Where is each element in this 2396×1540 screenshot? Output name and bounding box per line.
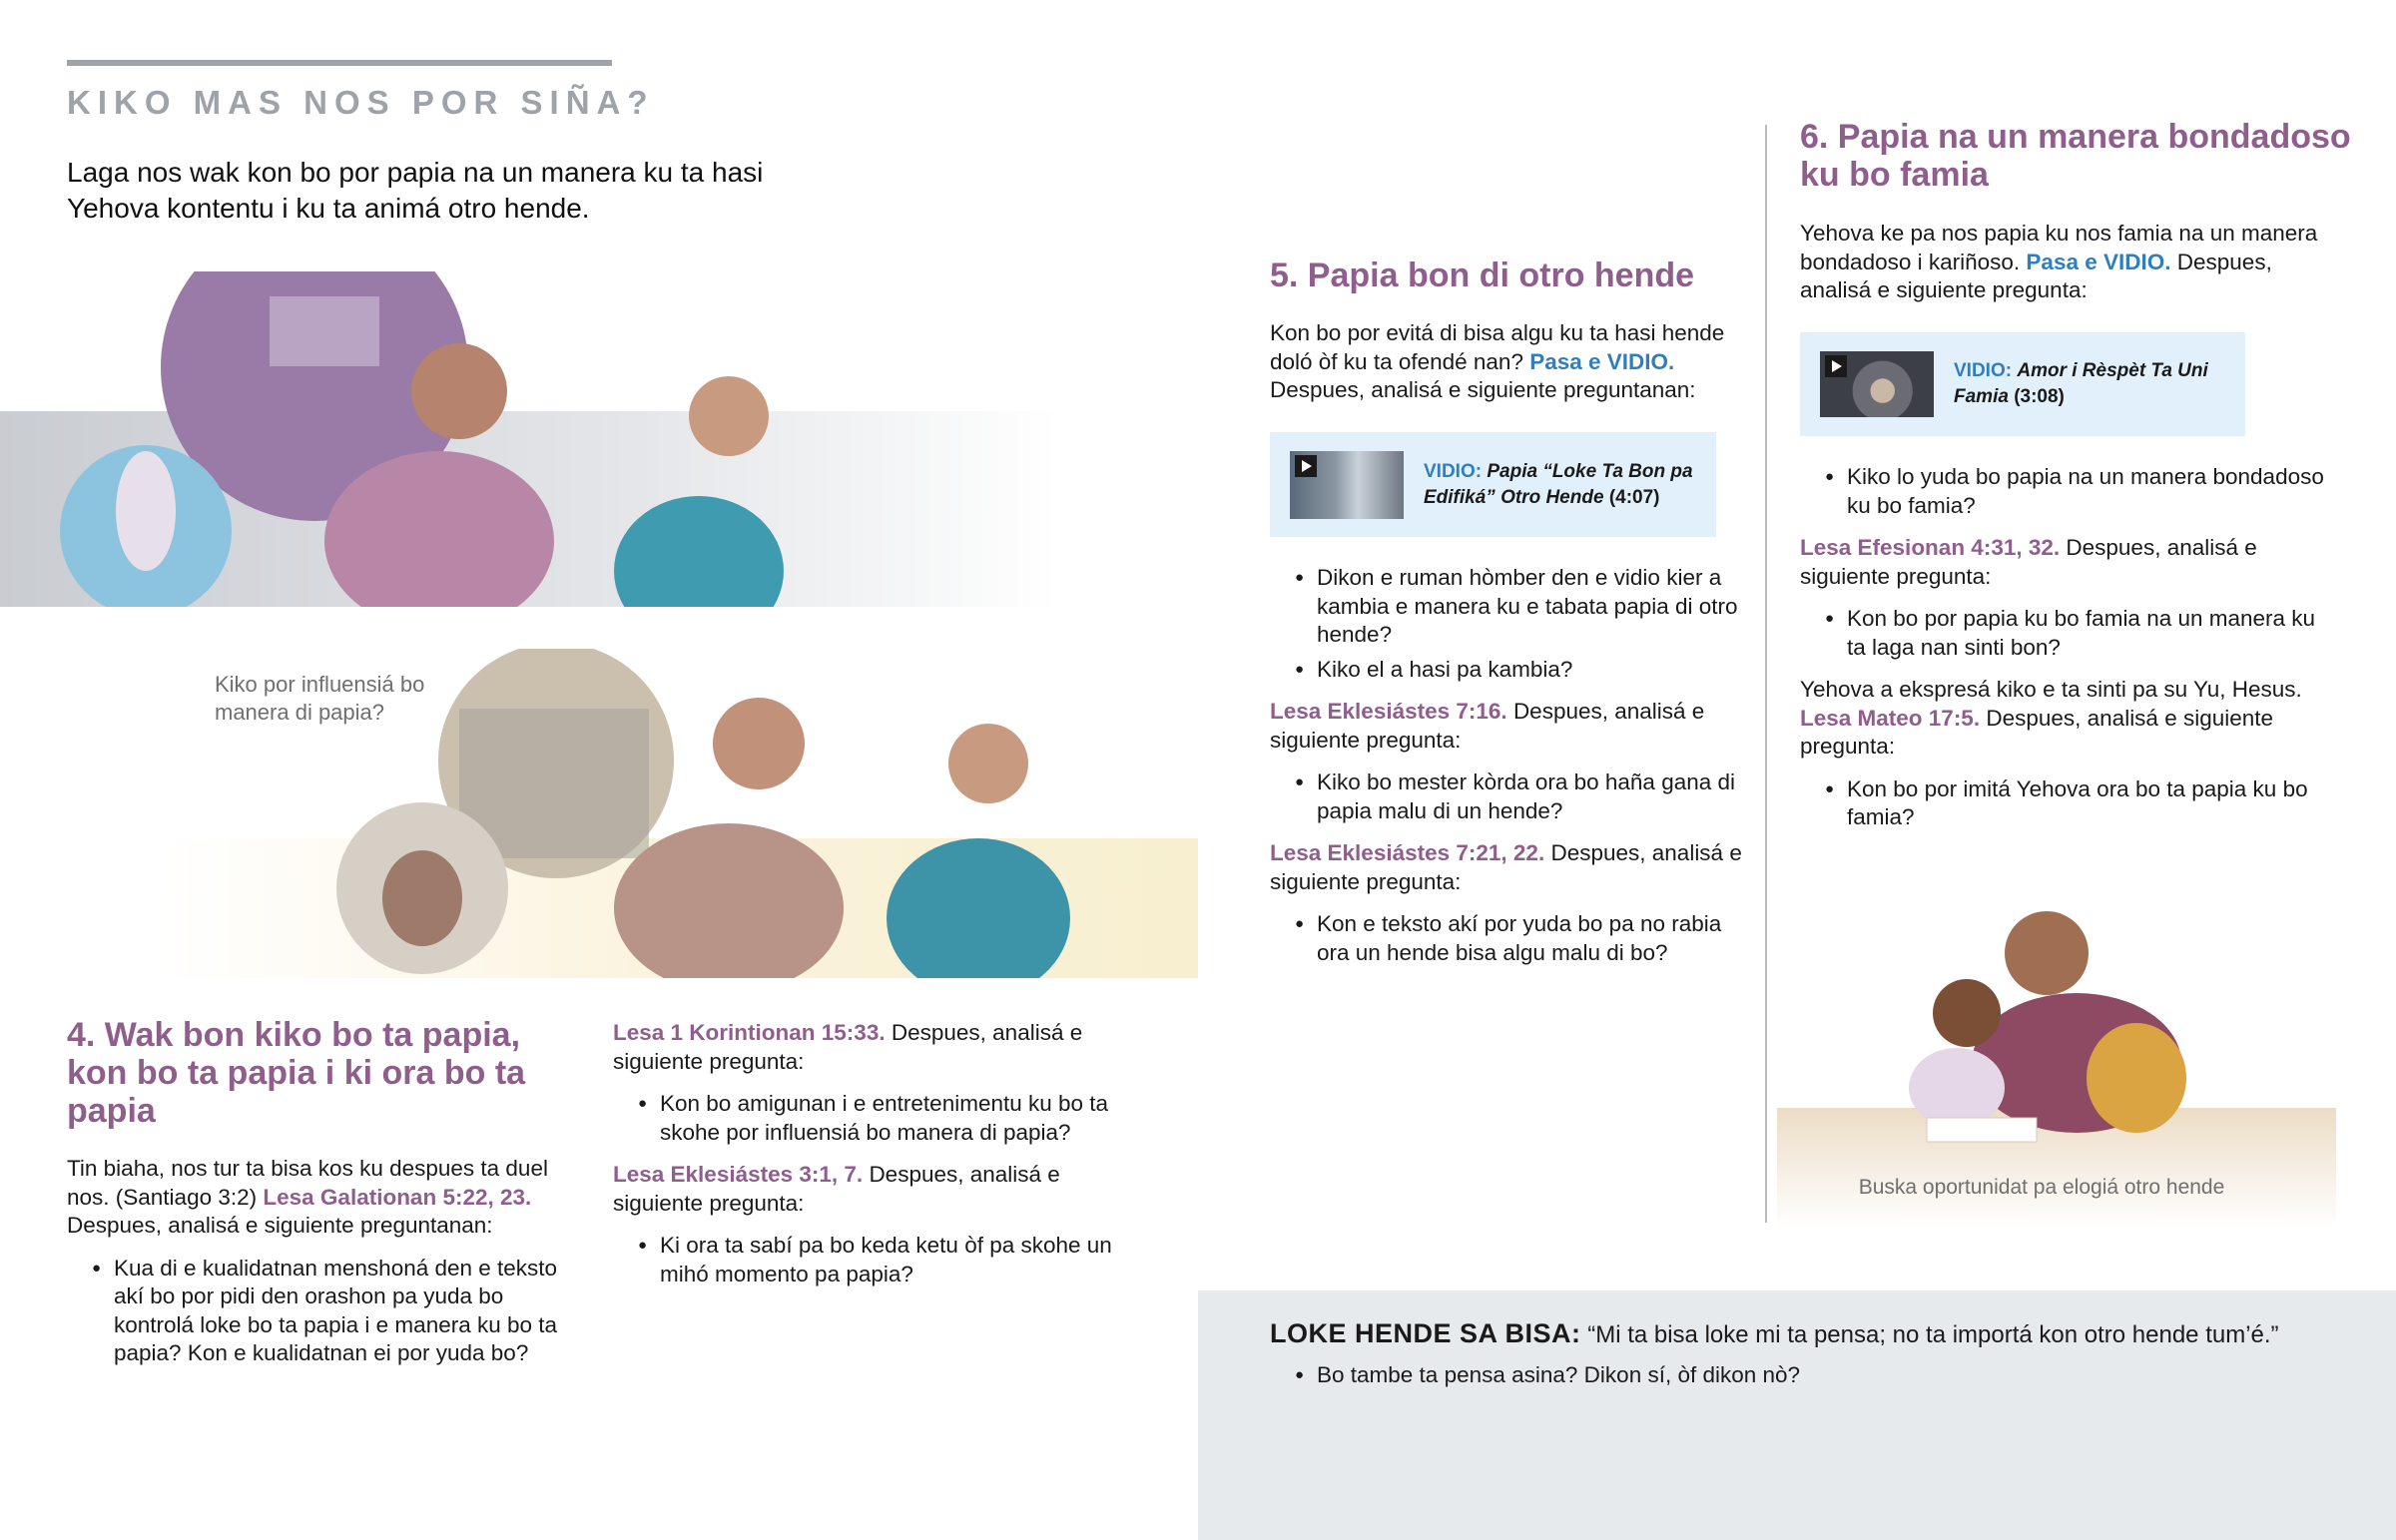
instruction-text: Despues, analisá e siguiente preguntanan: <box>1270 377 1696 402</box>
reading-instruction <box>1800 534 2339 591</box>
instruction-text: Despues, analisá e siguiente preguntanan: <box>67 1213 493 1238</box>
scripture-reference: Lesa Efesionan 4:31, 32. <box>1800 535 2061 560</box>
video-caption <box>1954 358 2245 410</box>
section-4-intro-text: Tin biaha, nos tur ta bisa kos ku despues ta duel nos. (Santiago 3:2) <box>67 1156 548 1210</box>
intro-text: Laga nos wak kon bo por papia na un manera ku ta hasi Yehova kontentu i ku ta animá otro hende. <box>67 157 764 224</box>
section-4-column-2 <box>613 1019 1142 1302</box>
instruction-text: Despues, analisá e siguiente pregunta: <box>613 1162 1060 1216</box>
section-4-body <box>67 1155 586 1382</box>
illustration-caption: Kiko por influensiá bo manera di papia? <box>215 672 425 725</box>
instruction-text: Despues, analisá e siguiente pregunta: <box>1800 705 2274 759</box>
question-list <box>1800 605 2339 662</box>
common-saying <box>1270 1317 2368 1351</box>
scripture-reference: Lesa Galationan 5:22, 23. <box>263 1184 532 1210</box>
video-duration: (4:07) <box>1608 486 1660 508</box>
section-kicker: KIKO MAS NOS POR SIÑA? <box>67 84 655 121</box>
scripture-reference: Lesa Mateo 17:5. <box>1800 705 1981 731</box>
watch-video-link[interactable]: Pasa e VIDIO. <box>2026 249 2171 274</box>
section-5-intro <box>1270 319 1749 419</box>
instruction-text: Despues, analisá e siguiente pregunta: <box>1270 699 1705 753</box>
section-6-title: 6. Papia na un manera bondadoso ku bo famia <box>1800 118 2351 194</box>
video-label: VIDIO: <box>1954 360 2013 381</box>
question-item: ● Dikon e ruman hòmber den e vidio kier a kambia e manera ku e tabata papia di otro hende? <box>1270 564 1749 650</box>
reading-instruction <box>1270 698 1749 755</box>
watch-video-link[interactable]: Pasa e VIDIO. <box>1529 348 1675 374</box>
question-item: ● Kon bo por papia ku bo famia na un manera ku ta laga nan sinti bon? <box>1800 605 2339 662</box>
section-5-intro-paragraph <box>1270 319 1749 405</box>
section-5-questions <box>1270 564 1749 981</box>
section-4-title: 4. Wak bon kiko bo ta papia, kon bo ta papia i ki ora bo ta papia <box>67 1016 526 1130</box>
header-rule <box>67 60 612 66</box>
question-item: ● Kiko el a hasi pa kambia? <box>1270 656 1749 685</box>
video-title: Amor i Rèspèt Ta Uni Famia <box>1954 360 2208 407</box>
question-list <box>1270 1361 2368 1390</box>
question-item: ● Kon bo amigunan i e entretenimentu ku bo ta skohe por influensiá bo manera di papia? <box>613 1090 1142 1147</box>
section-6-questions <box>1800 463 2339 846</box>
instruction-text: Despues, analisá e siguiente pregunta: <box>1270 840 1742 894</box>
video-thumbnail[interactable] <box>1820 351 1934 417</box>
common-saying-quote: “Mi ta bisa loke mi ta pensa; no ta importá kon otro hende tum’é.” <box>1587 1321 2279 1348</box>
column-divider <box>1765 125 1767 1223</box>
intro-text: Kon bo por evitá di bisa algu ku ta hasi hende doló òf ku ta ofendé nan? <box>1270 320 1725 374</box>
instruction-text: Despues, analisá e siguiente pregunta: <box>613 1020 1083 1074</box>
question-list <box>1800 463 2339 520</box>
scripture-reference: Lesa Eklesiástes 7:21, 22. <box>1270 840 1545 865</box>
paragraph-text: Yehova a ekspresá kiko e ta sinti pa su Yu, Hesus. <box>1800 677 2302 702</box>
question-list <box>613 1232 1142 1288</box>
question-item: ● Bo tambe ta pensa asina? Dikon sí, òf dikon nò? <box>1270 1361 2368 1390</box>
question-item: ● Kon e teksto akí por yuda bo pa no rabia ora un hende bisa algu malu di bo? <box>1270 910 1749 967</box>
instruction-text: Despues, analisá e siguiente pregunta: <box>1800 249 2272 302</box>
scripture-reference: Lesa Eklesiástes 3:1, 7. <box>613 1162 864 1187</box>
question-list <box>1800 775 2339 832</box>
video-link-family-love[interactable] <box>1800 332 2245 436</box>
section-5-title: 5. Papia bon di otro hende <box>1270 257 1695 294</box>
illustration-arguing-couple <box>0 271 1058 607</box>
common-saying-label: LOKE HENDE SA BISA: <box>1270 1318 1581 1348</box>
question-list <box>613 1090 1142 1147</box>
question-item: ● Ki ora ta sabí pa bo keda ketu òf pa skohe un mihó momento pa papia? <box>613 1232 1142 1288</box>
common-saying-questions <box>1270 1361 2368 1404</box>
illustration-caption: Buska oportunidat pa elogiá otro hende <box>1858 1176 2225 1199</box>
video-title: Papia “Loke Ta Bon pa Edifiká” Otro Hende <box>1424 460 1693 508</box>
reading-instruction <box>613 1161 1142 1218</box>
question-list <box>1270 910 1749 967</box>
section-6-intro-paragraph <box>1800 220 2339 305</box>
scripture-reference: Lesa 1 Korintionan 15:33. <box>613 1020 886 1045</box>
scripture-reference: Lesa Eklesiástes 7:16. <box>1270 699 1507 724</box>
video-link-edifying-speech[interactable] <box>1270 432 1716 537</box>
question-item: ● Kua di e kualidatnan menshoná den e teksto akí bo por pidi den orashon pa yuda bo kontrolá loke bo ta papia i e manera ku bo ta papia? Kon e kualidatnan ei por yuda bo? <box>67 1255 586 1368</box>
video-caption <box>1424 459 1716 511</box>
intro-text: Yehova ke pa nos papia ku nos famia na un manera bondadoso i kariñoso. <box>1800 221 2318 274</box>
video-label: VIDIO: <box>1424 460 1483 482</box>
instruction-text: Despues, analisá e siguiente pregunta: <box>1800 535 2257 589</box>
reading-instruction <box>1270 839 1749 896</box>
question-item: ● Kiko bo mester kòrda ora bo haña gana di papia malu di un hende? <box>1270 769 1749 825</box>
section-4-intro <box>67 1155 586 1241</box>
video-thumbnail[interactable] <box>1290 451 1404 519</box>
video-duration: (3:08) <box>2014 386 2065 407</box>
play-icon <box>1825 355 1847 377</box>
reading-instruction <box>1800 676 2339 762</box>
reading-instruction <box>613 1019 1142 1076</box>
question-list <box>1270 564 1749 684</box>
question-list <box>1270 769 1749 825</box>
question-item: ● Kiko lo yuda bo papia na un manera bondadoso ku bo famia? <box>1800 463 2339 520</box>
question-list <box>67 1255 586 1368</box>
question-item: ● Kon bo por imitá Yehova ora bo ta papia ku bo famia? <box>1800 775 2339 832</box>
play-icon <box>1295 455 1317 477</box>
section-6-intro <box>1800 220 2339 319</box>
